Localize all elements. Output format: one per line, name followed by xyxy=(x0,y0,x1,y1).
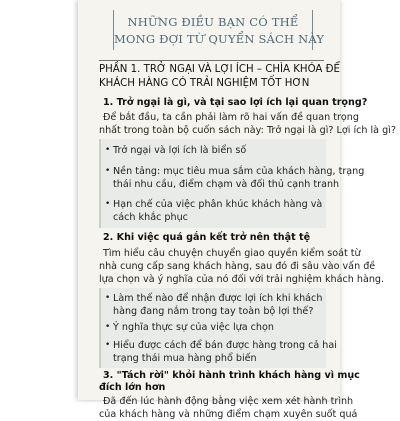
section-2-bullet-2: Ý nghĩa thực sự của việc lựa chọn xyxy=(113,322,274,333)
part-heading-line-1: PHẦN 1. TRỞ NGẠI VÀ LỢI ÍCH – CHÌA KHÓA ĐỂ xyxy=(99,64,340,75)
section-2-para-line-1: Tìm hiểu câu chuyện chuyển giao quyền kiểm soát từ xyxy=(103,248,361,259)
section-3-heading-line-2: đích lớn hơn xyxy=(99,382,166,393)
title-frame xyxy=(113,10,325,50)
section-1-para-line-1: Để bắt đầu, ta cần phải làm rõ hai vấn đề quan trọng xyxy=(103,112,359,123)
divider xyxy=(99,60,324,61)
bullet-icon: • xyxy=(105,166,111,176)
section-3-para-line-2: của khách hàng và những điểm chạm xuyên suốt quá xyxy=(99,409,358,420)
section-1-heading: 1. Trở ngại là gì, và tại sao lợi ích lại quan trọng? xyxy=(103,97,368,108)
section-2-para-line-3: lựa chọn và ý nghĩa của nó đối với trải nghiệm khách hàng. xyxy=(99,274,385,285)
section-1-bullet-2-line-2: thái nhu cầu, điểm chạm và đối thủ cạnh tranh xyxy=(113,179,340,190)
section-1-bullet-1: Trở ngại và lợi ích là biển số xyxy=(113,145,247,156)
section-2-para-line-2: nhà cung cấp sang khách hàng, sau đó đi sâu vào vấn đề xyxy=(99,261,376,272)
section-2-bullet-1-line-2: hàng đang nắm trong tay toàn bộ lợi thế? xyxy=(113,306,314,317)
section-1-bullet-2-line-1: Nền tảng: mục tiêu mua sắm của khách hàng, trạng xyxy=(113,166,365,177)
section-2-heading: 2. Khi việc quá gắn kết trở nên thật tệ xyxy=(103,232,311,243)
title-line-2: MONG ĐỢI TỪ QUYỂN SÁCH NÀY xyxy=(114,32,325,46)
bullet-icon: • xyxy=(105,293,111,303)
bullet-icon: • xyxy=(105,145,111,155)
section-1-bullet-3-line-2: cách khắc phục xyxy=(113,212,188,223)
section-2-bullet-1-line-1: Làm thế nào để nhận được lợi ích khi khách xyxy=(113,293,323,304)
part-heading-line-2: KHÁCH HÀNG CÓ TRẢI NGHIỆM TỐT HƠN xyxy=(99,78,310,89)
bullet-icon: • xyxy=(105,322,111,332)
section-2-bullet-3-line-1: Hiểu được cách để bán được hàng trong cả hai xyxy=(113,340,337,351)
section-2-bullet-3-line-2: trạng thái mua hàng phổ biến xyxy=(113,353,257,364)
bullet-icon: • xyxy=(105,199,111,209)
bullet-icon: • xyxy=(105,340,111,350)
book-page xyxy=(78,0,396,420)
section-3-para-line-1: Đã đến lúc hành động bằng việc xem xét hành trình xyxy=(103,396,354,407)
section-3-heading-line-1: 3. "Tách rời" khỏi hành trình khách hàng vì mục xyxy=(103,370,360,381)
section-1-bullet-3-line-1: Hạn chế của việc phân khúc khách hàng và xyxy=(113,199,323,210)
page-content xyxy=(99,0,396,420)
title-line-1: NHỮNG ĐIỀU BẠN CÓ THỂ xyxy=(127,15,299,29)
section-1-para-line-2: nhất trong toàn bộ cuốn sách này: Trở ngại là gì? Lợi ích là gì? xyxy=(99,125,396,136)
